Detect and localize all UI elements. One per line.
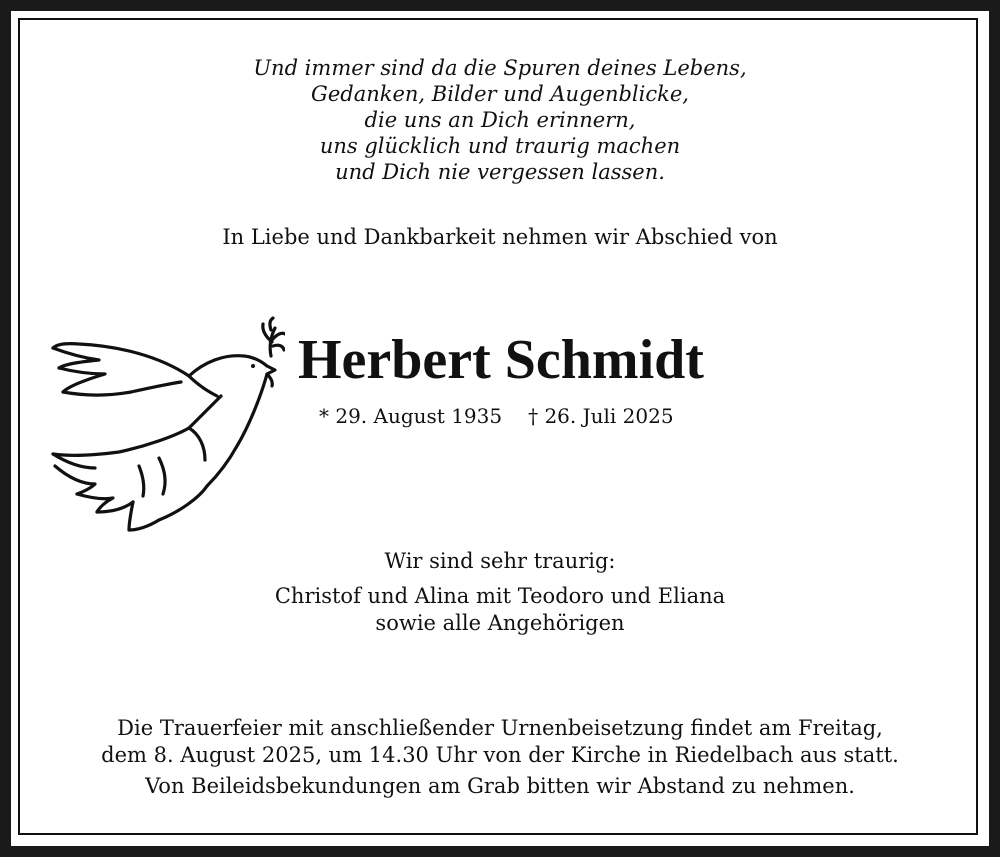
deceased-name: Herbert Schmidt	[298, 329, 704, 391]
obituary-notice	[11, 11, 989, 846]
notice-line: Die Trauerfeier mit anschließender Urnenbeisetzung findet am Freitag,	[117, 716, 883, 740]
notice-line: Von Beileidsbekundungen am Grab bitten wir Abstand zu nehmen.	[145, 774, 855, 798]
notice-line: dem 8. August 2025, um 14.30 Uhr von der Kirche in Riedelbach aus statt.	[101, 743, 899, 767]
mourners-line: Christof und Alina mit Teodoro und Eliana	[274, 584, 726, 608]
mourners-line: sowie alle Angehörigen	[375, 611, 625, 635]
life-dates	[319, 403, 674, 429]
death-date: † 26. Juli 2025	[528, 404, 674, 428]
poem	[11, 55, 989, 185]
dove-icon	[39, 316, 285, 534]
poem-line: Und immer sind da die Spuren deines Lebens,	[253, 56, 747, 80]
poem-line: und Dich nie vergessen lassen.	[335, 160, 665, 184]
farewell-intro: In Liebe und Dankbarkeit nehmen wir Abschied von	[222, 225, 778, 249]
mourners	[11, 548, 989, 637]
poem-line: die uns an Dich erinnern,	[364, 108, 636, 132]
mourners-heading: Wir sind sehr traurig:	[384, 549, 616, 573]
birth-date: * 29. August 1935	[319, 404, 503, 428]
poem-line: uns glücklich und traurig machen	[319, 134, 681, 158]
funeral-notice	[11, 715, 989, 800]
poem-line: Gedanken, Bilder und Augenblicke,	[311, 82, 689, 106]
